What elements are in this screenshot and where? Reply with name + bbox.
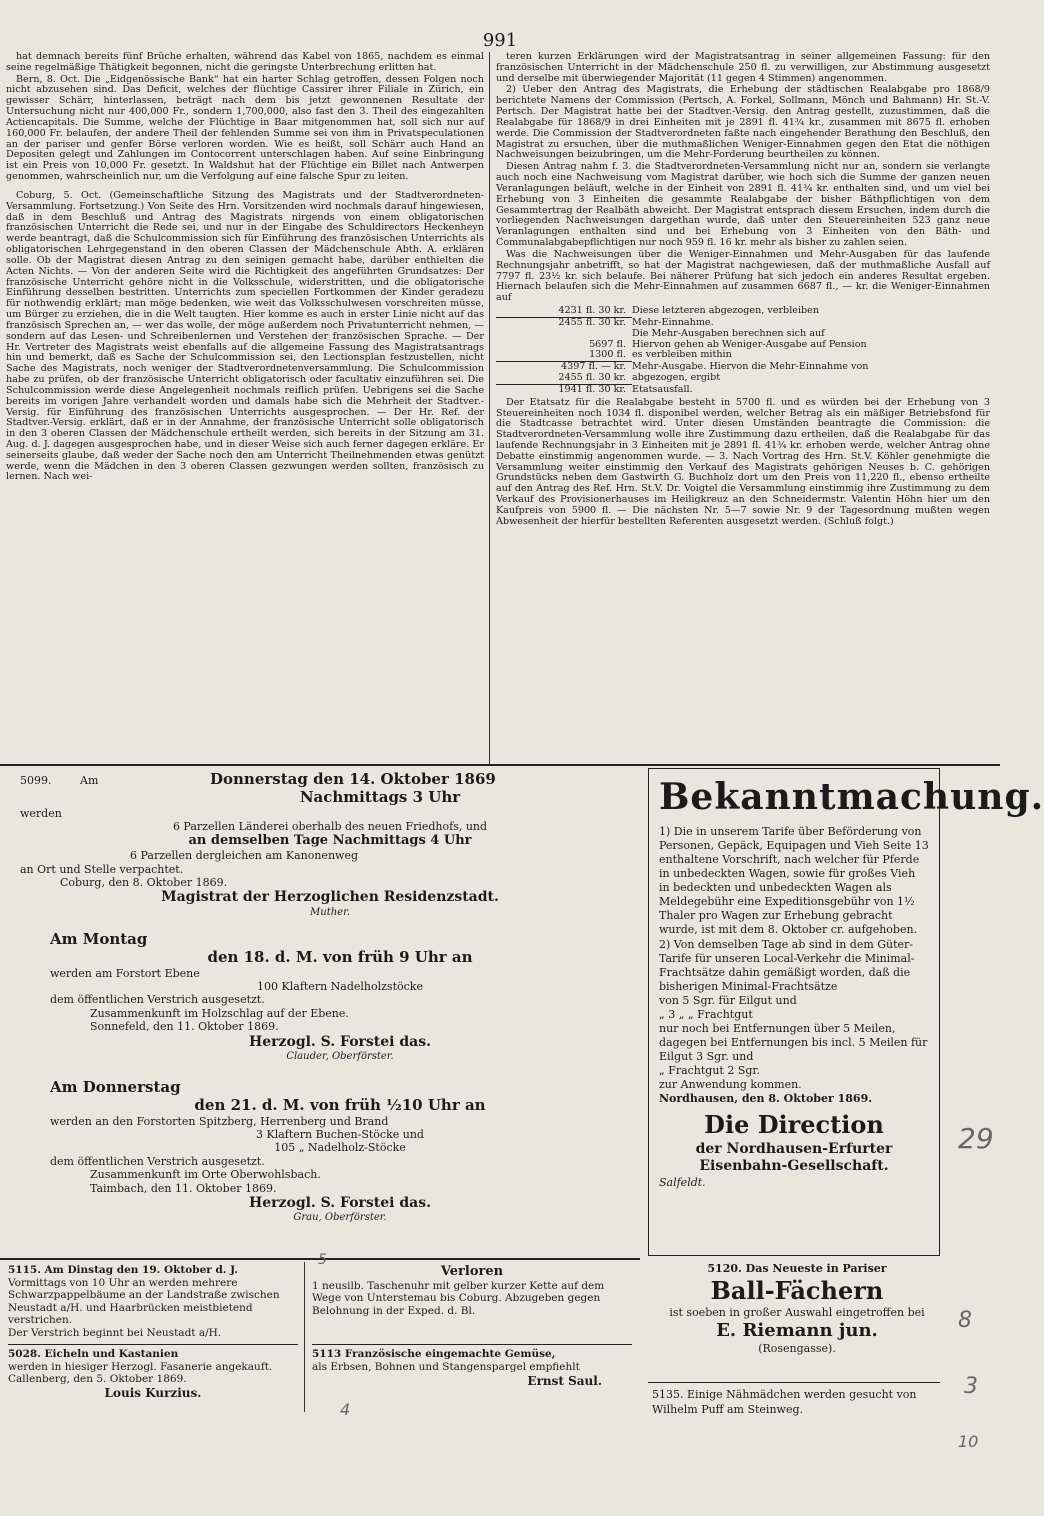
announcement-text: nur noch bei Entfernungen über 5 Meilen, dagegen bei Entfernungen bis incl. 5 Meilen für Eilgut 3 Sgr. und (659, 1022, 928, 1064)
ad-text: 3 Klaftern Buchen-Stöcke und (256, 1128, 424, 1141)
announcement-signature: Die Direction (704, 1110, 884, 1140)
ad-place: Sonnefeld, den 11. Oktober 1869. (90, 1020, 279, 1034)
calc-row: 1941 fl. 30 kr. Etatsausfall. (558, 383, 693, 395)
paragraph: Bern, 8. Oct. Die „Eidgenössische Bank“ hat ein harter Schlag getroffen, dessen Folgen noch nicht abzusehen sind. Das Deficit, welches der flüchtige Cassirer ihrer Filiale in Zürich, ein gewisser Schärr, hinterlassen, beträgt nach dem bis jetzt gewonnenen Resultate der Untersuchung nicht nur 400,000 Fr., sondern 1,700,000, also fast den 3. Theil des eingezahlten Actiencapitals. Die Summe, welche der Flüchtige in Baar mitgenommen hat, soll sich nur auf 160,000 Fr. belaufen, der andere Theil der fehlenden Summe sei von ihm in Privatspeculationen an der pariser und genfer Börse verloren worden. Wie es heißt, soll Schärr auch Hand an Depositen gelegt und Zahlungen im Contocorrent unterschlagen haben. Auf seine Einbringung ist ein Preis von 10,000 Fr. gesetzt. In Waldshut hat der Flüchtige ein Billet nach Antwerpen genommen, wahrscheinlich nur, um die Verfolgung auf eine falsche Spur zu leiten. (6, 73, 484, 183)
paragraph: Was die Nachweisungen über die Weniger-Einnahmen und Mehr-Ausgaben für das laufende Rechnungsjahr anbetrifft, so hat der Magistrat nachgewiesen, daß der muthmaßliche Ausfall auf 7797 fl. 23½ kr. sich belaufe. Bei näherer Prüfung hat sich jedoch ein anderes Resultat ergeben. Hiernach belaufen sich die Mehr-Einnahmen auf zusammen 6687 fl., — kr. die Weniger-Einnahmen auf (496, 248, 990, 304)
ad-5028 (8, 1348, 298, 1412)
pencil-mark: 4 (340, 1400, 351, 1419)
ad-text: Vormittags von 10 Uhr an werden mehrere Schwarzpappelbäume an der Landstraße zwischen Neustadt a/H. und Haarbrücken meistbietend verstrichen. (8, 1276, 280, 1327)
ad-5120 (652, 1262, 942, 1362)
ad-5115 (8, 1264, 298, 1340)
announcement-text: „ 3 „ „ Frachtgut (659, 1008, 753, 1022)
ad-text: 1 neusilb. Taschenuhr mit gelber kurzer Kette auf dem Wege von Unterstemau bis Coburg. Abzugeben gegen Belohnung in der Exped. d. Bl. (312, 1279, 605, 1317)
announcement-text: von 5 Sgr. für Eilgut und (659, 994, 797, 1008)
ad-montag (50, 930, 630, 1070)
ad-text: Der Verstrich beginnt bei Neustadt a/H. (8, 1326, 222, 1339)
ad-number: 5099. (20, 774, 52, 787)
ad-divider (312, 1344, 632, 1345)
ad-heading: 5115. Am Dinstag den 19. Oktober d. J. (8, 1264, 238, 1276)
ad-place: Callenberg, den 5. Oktober 1869. (8, 1373, 187, 1386)
ad-heading: 5113 Französische eingemachte Gemüse, (312, 1348, 556, 1360)
ad-text: an Ort und Stelle verpachtet. (20, 862, 184, 876)
ad-text: (Rosengasse). (758, 1342, 836, 1355)
ad-label: Am Donnerstag (50, 1078, 181, 1096)
calculation-table (496, 306, 990, 396)
ad-signer: Grau, Oberförster. (293, 1212, 387, 1224)
ad-5099 (20, 770, 640, 918)
calc-row: Die Mehr-Ausgaben berechnen sich auf (632, 327, 825, 339)
ad-text: an demselben Tage Nachmittags 4 Uhr (188, 833, 472, 849)
ad-text: als Erbsen, Bohnen und Stangenspargel empfiehlt (312, 1361, 580, 1374)
ad-signer: Muther. (310, 906, 350, 918)
announcement-signer: Salfeldt. (659, 1176, 706, 1190)
section-divider (0, 764, 1000, 766)
ad-heading: Verloren (440, 1264, 504, 1279)
ad-text: 6 Parzellen dergleichen am Kanonenweg (130, 849, 358, 863)
ad-heading: 5120. Das Neueste in Pariser (707, 1262, 887, 1275)
pencil-mark: 8 (958, 1308, 972, 1333)
calc-row: 2455 fl. 30 kr. Mehr-Einnahme. (558, 316, 714, 328)
announcement-text: 1) Die in unserem Tarife über Beförderung von Personen, Gepäck, Equipagen und Vieh Seite 13 enthaltene Vorschrift, nach welcher für Pferde in unbedeckten Wagen, sowie für großes Vieh in bedeckten und unbedeckten Wagen als Meldegebühr eine Expeditionsgebühr von 1½ Thaler pro Wagen zur Erhebung gebracht wurde, ist mit dem 8. Oktober cr. aufgehoben. (659, 824, 929, 936)
pencil-mark: 29 (958, 1122, 994, 1155)
ad-signature: Herzogl. S. Forstei das. (249, 1033, 431, 1050)
ad-signer: Clauder, Oberförster. (286, 1050, 394, 1062)
ad-date: den 21. d. M. von früh ½10 Uhr an (194, 1096, 486, 1115)
ad-text: werden an den Forstorten Spitzberg, Herrenberg und Brand (50, 1114, 389, 1128)
ad-heading: 5028. Eicheln und Kastanien (8, 1348, 179, 1360)
ad-text: Zusammenkunft im Holzschlag auf der Ebene. (90, 1006, 349, 1020)
right-column (496, 52, 990, 742)
ad-signature: Magistrat der Herzoglichen Residenzstadt. (161, 889, 499, 906)
paragraph: teren kurzen Erklärungen wird der Magistratsantrag in seiner allgemeinen Fassung: für den französischen Unterricht in der Mädchenschule 250 fl. zu verwilligen, zur Abstimmung ausgesetzt und derselbe mit überwiegender Majorität (11 gegen 4 Stimmen) angenommen. (496, 51, 990, 84)
paragraph: Coburg, 5. Oct. (Gemeinschaftliche Sitzung des Magistrats und der Stadtverordneten-Versammlung. Fortsetzung.) Von Seite des Hrn. Vorsitzenden wird nochmals darauf hingewiesen, daß in dem Beschluß und Antrag des Magistrats nirgends von einem obligatorischen französischen Unterricht die Rede sei, und nur in der Eingabe des Schuldirectors Heckenheyn werde beantragt, daß die Schulcommission sich für Einführung des französischen Unterrichts als obligatorischen Lehrgegenstand in den oberen Classen der Mädchenschule Abth. A. erklären solle. Ob der Magistrat diesen Antrag zu den seinigen gemacht habe, darüber enthielten die Acten Nichts. — Von der anderen Seite wird die Richtigkeit des angeführten Grundsatzes: Der französische Unterricht gehöre nicht in die Volksschule, widerstritten, und die obligatorische Einführung desselben bestritten. Unterrichts zum speciellen Fortkommen der Kinder geradezu für nothwendig erklärt; man möge bedenken, wie weit das Volksschulwesen vorschreiten müsse, um Bürger zu erziehen, die in die Welt taugten. Hier komme es auch in erster Linie nicht auf das französisch Sprechen an, — wer das wolle, der möge außerdem noch Privatunterricht nehmen, — sondern auf das Lesen- und Schreibenlernen und Verstehen der französischen Sprache. — Der Hr. Vertreter des Magistrats weist ebenfalls auf die allgemeine Fassung des Magistratsantrags hin und bemerkt, daß es Sache der Schulcommission sei, den Lectionsplan festzustellen, nicht Sache des Magistrats, noch weniger der Stadtverordnetenversammlung. Die Schulcommission habe zu prüfen, ob der französische Unterricht obligatorisch oder facultativ einzuführen sei. Die Schulcommission werde diese Angelegenheit nochmals reiflich prüfen. Uebrigens sei die Sache bereits im vorigen Jahre verhandelt worden und damals habe sich die Mehrheit der Stadtver.-Versig. für Einführung des französischen Unterrichts ausgesprochen. — Der Hr. Ref. der Stadtver.-Versig. erklärt, daß er in der Annahme, der französische Unterricht solle obligatorisch in den 3 oberen Classen der Mädchenschule ertheilt werden, sich bereits in der Sitzung am 31. Aug. d. J. dagegen ausgesprochen habe, und in dieser Weise sich auch ferner dagegen erkläre. Er seinerseits glaube, daß weder der Sache noch den am Unterricht Theilnehmenden etwas genützt werde, wenn die Mädchen in den 3 oberen Classen gezwungen werden sollten, französisch zu lernen. Nach wei- (6, 189, 484, 483)
ad-text: 6 Parzellen Länderei oberhalb des neuen Friedhofs, und (172, 820, 488, 833)
calc-row: 4397 fl. — kr. Mehr-Ausgabe. Hiervon die Mehr-Einnahme von (560, 361, 869, 373)
ad-place: Coburg, den 8. Oktober 1869. (60, 876, 228, 890)
paragraph: Der Etatsatz für die Realabgabe besteht in 5700 fl. und es würden bei der Erhebung von 3 Steuereinheiten noch 1034 fl. disponibel werden, welcher Betrag als ein mäßiger Betriebsfond für die Stadtcasse betrachtet wird. Unter diesen Umständen beantragte die Commission: die Stadtverordneten-Versammlung wolle ihre Zustimmung dazu ertheilen, daß die Realabgabe für das laufende Rechnungsjahr in 3 Einheiten mit je 2891 fl. 41¾ kr. erhoben werde, welcher Antrag ohne Debatte einstimmig angenommen wurde. — 3. Nach Vortrag des Hrn. St.V. Köhler genehmigte die Versammlung weiter einstimmig den Verkauf des Magistrats gehörigen Neuses b. C. gehörigen Grundstücks neben dem Gastwirth G. Buchholz dort um den Preis von 11,220 fl., ebenso ertheilte auf den Antrag des Ref. Hrn. St.V. Dr. Voigtel die Versammlung einstimmig ihre Zustimmung zu dem Verkauf des Provisionerhauses im Heiligkreuz an den Schneidermstr. Valentin Höhn hier um den Kaufpreis von 5900 fl. — Die nächsten Nr. 5—7 sowie Nr. 9 der Tagesordnung mußten wegen Abwesenheit der hierfür bestellten Referenten ausgesetzt werden. (Schluß folgt.) (496, 396, 990, 527)
ad-text: werden in hiesiger Herzogl. Fasanerie angekauft. (8, 1360, 273, 1373)
announcement-text: „ Frachtgut 2 Sgr. (659, 1064, 760, 1078)
ad-signature: Louis Kurzius. (104, 1385, 202, 1400)
ad-divider (304, 1262, 305, 1412)
calc-row: 5697 fl. Hiervon gehen ab Weniger-Ausgabe auf Pension (589, 338, 867, 350)
paragraph: 2) Ueber den Antrag des Magistrats, die Erhebung der städtischen Realabgabe pro 1868/9 berichtete Namens der Commission (Pertsch, A. Forkel, Sollmann, Mönch und Bahmann) Hr. St.-V. Pertsch. Der Magistrat hatte bei der Stadtver.-Versig. den Antrag gestellt, zuzustimmen, daß die Realabgabe für 1868/9 in drei Einheiten mit je 2891 fl. 41¾ kr., zusammen mit 8675 fl. erhoben werde. Die Commission der Stadtverordneten faßte nach eingehender Berathung den Beschluß, den Magistrat zu ersuchen, über die muthmaßlichen Weniger-Einnahmen gegen den Etat die nöthigen Nachweisungen beizubringen, um die Mehr-Forderung beurtheilen zu können. (496, 84, 990, 161)
ad-signature: Ernst Saul. (527, 1374, 602, 1389)
ad-text: Zusammenkunft im Orte Oberwohlsbach. (90, 1168, 321, 1182)
paragraph: hat demnach bereits fünf Brüche erhalten, während das Kabel von 1865, nachdem es einmal seine regelmäßige Thätigkeit begonnen, nicht die geringste Unterbrechung erlitten hat. (6, 51, 484, 73)
calc-row: 4231 fl. 30 kr. Diese letzteren abgezogen, verbleiben (496, 306, 990, 318)
announcement-text: 2) Von demselben Tage ab sind in dem Güter-Tarife für unseren Local-Verkehr die Minimal-Frachtsätze dahin gemäßigt worden, daß die bisherigen Minimal-Frachtsätze (659, 938, 915, 994)
ad-date: den 18. d. M. von früh 9 Uhr an (207, 948, 473, 967)
ad-text: dem öffentlichen Verstrich ausgesetzt. (50, 1154, 265, 1168)
page-number: 991 (482, 30, 518, 51)
ad-time: Nachmittags 3 Uhr (299, 788, 461, 807)
ad-signature: E. Riemann jun. (716, 1319, 878, 1341)
ad-5135 (652, 1388, 942, 1428)
announcement-company: der Nordhausen-Erfurter Eisenbahn-Gesellschaft. (695, 1140, 893, 1175)
announcement-text: zur Anwendung kommen. (659, 1078, 802, 1092)
ad-5113 (312, 1348, 632, 1412)
announcement-title: Bekanntmachung. (659, 776, 1044, 818)
ad-title: Ball-Fächern (710, 1275, 884, 1305)
ad-date: Donnerstag den 14. Oktober 1869 (210, 770, 496, 788)
ad-text: ist soeben in großer Auswahl eingetroffen bei (669, 1305, 925, 1319)
ad-signature: Herzogl. S. Forstei das. (249, 1195, 431, 1212)
ad-text: dem öffentlichen Verstrich ausgesetzt. (50, 993, 265, 1007)
calc-row: 2455 fl. 30 kr. abgezogen, ergibt (496, 373, 990, 385)
ad-text: 100 Klaftern Nadelholzstöcke (257, 980, 423, 993)
ad-verloren (312, 1264, 632, 1346)
ad-text: werden am Forstort Ebene (50, 966, 200, 980)
ad-text: werden (20, 806, 62, 820)
pencil-mark: 10 (958, 1432, 979, 1451)
ad-text: 5135. Einige Nähmädchen werden gesucht von Wilhelm Puff am Steinweg. (652, 1388, 917, 1416)
column-divider (489, 52, 490, 764)
ad-place: Taimbach, den 11. Oktober 1869. (90, 1181, 277, 1195)
pencil-mark: 3 (964, 1374, 978, 1399)
ad-donnerstag (50, 1078, 630, 1248)
left-column (6, 52, 484, 752)
ad-divider (8, 1344, 298, 1345)
paragraph: Diesen Antrag nahm f. 3. die Stadtverordneten-Versammlung nicht nur an, sondern sie verlangte auch noch eine Nachweisung vom Magistrat darüber, wie hoch sich die Summe der ganzen neuen Veranlagungen beläuft, welche in der Einheit von 2891 fl. 41¾ kr. enthalten sind, und um viel bei Erhebung von 3 Einheiten die gesammte Realabgabe der bisher Bäthpflichtigen von dem Gesammtertrag der Realbäth abweicht. Der Magistrat entsprach diesem Ersuchen, indem durch die vorliegenden Nachweisungen dargethan wurde, daß unter den Steuereinheiten 523 ganz neue Veranlagungen enthalten sind und bei Erhebung von 3 Einheiten von den Bäth- und Communalabgabepflichtigen nur noch 959 fl. 16 kr. mehr als bisher zu zahlen seien. (496, 161, 990, 249)
ad-label: Am (80, 774, 99, 787)
ad-text: 105 „ Nadelholz-Stöcke (274, 1141, 406, 1155)
announcement-place: Nordhausen, den 8. Oktober 1869. (659, 1092, 873, 1106)
ad-divider (648, 1382, 940, 1383)
pencil-mark: 5 (318, 1252, 327, 1268)
ad-label: Am Montag (50, 930, 148, 948)
calc-row: 1300 fl. es verbleiben mithin (496, 350, 990, 362)
